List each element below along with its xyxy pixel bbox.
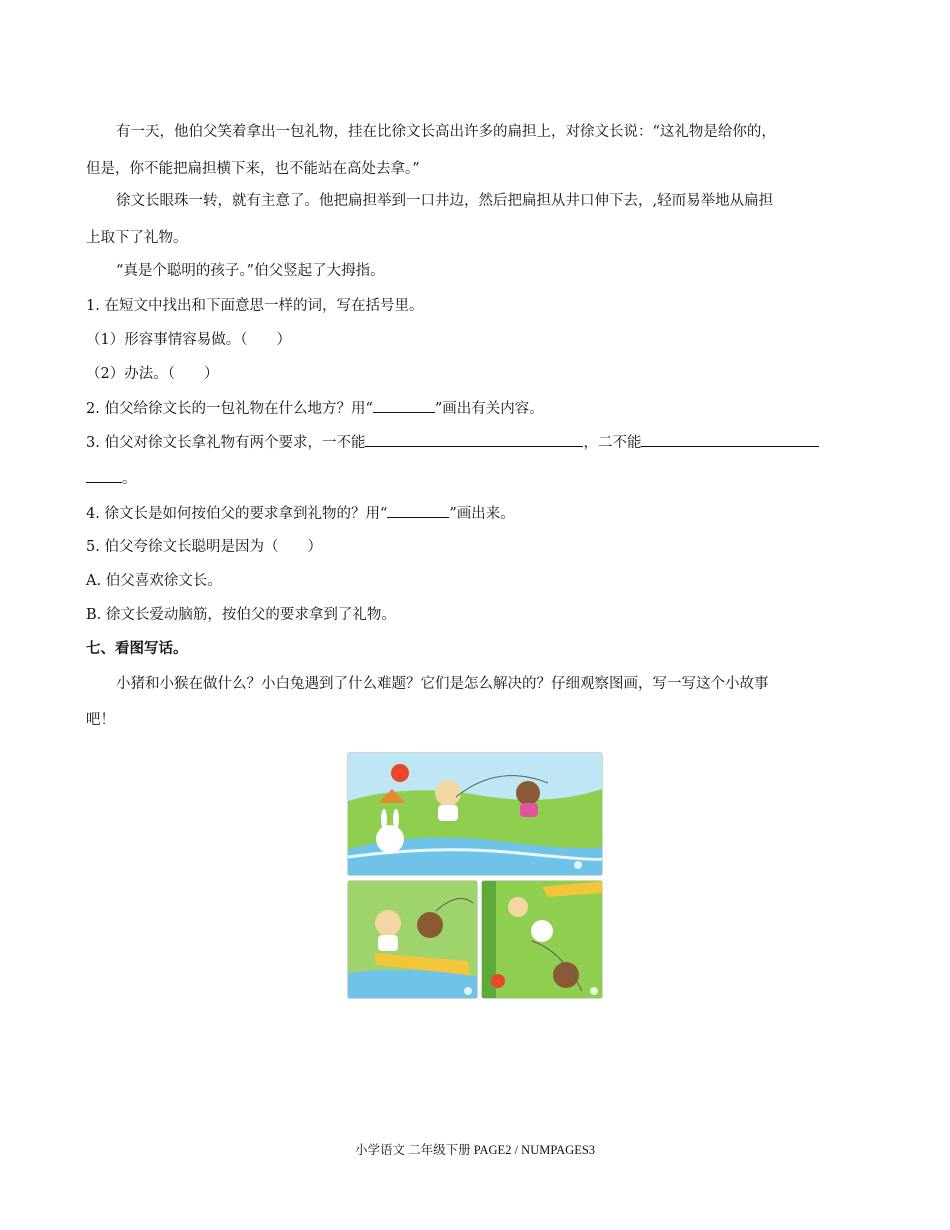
river [348, 970, 477, 998]
rabbit-character [376, 825, 404, 853]
answer-blank-1[interactable] [365, 432, 583, 447]
question-3-text-before: 3. 伯父对徐文长拿礼物有两个要求，一不能 [86, 435, 366, 451]
section-7-prompt-line-2: 吧！ [86, 712, 115, 728]
story-paragraph-3: “真是个聪明的孩子。”伯父竖起了大拇指。 [116, 263, 385, 279]
panel-2-scene [348, 881, 477, 998]
story-paragraph-1-line-1: 有一天，他伯父笑着拿出一包礼物，挂在比徐文长高出许多的扁担上，对徐文长说：“这礼物是给你的， [116, 124, 776, 140]
question-1-item-1: （1）形容事情容易做。（ ） [86, 332, 291, 348]
rabbit-ear [381, 809, 387, 829]
panel-number-badge [574, 861, 582, 869]
story-paragraph-2-line-2: 上取下了礼物。 [86, 230, 188, 246]
sun-icon [391, 764, 409, 782]
question-1-item-2: （2）办法。（ ） [86, 366, 219, 382]
question-1: 1. 在短文中找出和下面意思一样的词，写在括号里。 [86, 298, 424, 314]
story-paragraph-1-line-2: 但是，你不能把扁担横下来，也不能站在高处去拿。” [86, 161, 420, 177]
pig-character [435, 780, 461, 806]
underline-sample [387, 503, 449, 518]
picture-panel-3 [481, 880, 603, 999]
pig-shirt [438, 805, 458, 821]
question-2-text-after: ”画出有关内容。 [434, 401, 544, 417]
rabbit-ear [393, 809, 399, 829]
strawberry-icon [491, 974, 505, 988]
answer-blank-2[interactable] [641, 432, 819, 447]
panel-number-badge [464, 987, 472, 995]
pig-character [375, 910, 401, 936]
pig-shirt [378, 935, 398, 951]
question-4 [86, 503, 515, 524]
monkey-character [417, 912, 443, 938]
picture-panel-2 [347, 880, 478, 999]
panel-number-badge [590, 987, 598, 995]
panel-1-scene [348, 753, 602, 875]
monkey-pants [520, 803, 538, 817]
question-2 [86, 398, 544, 419]
question-4-text-before: 4. 徐文长是如何按伯父的要求拿到礼物的？用“ [86, 506, 388, 522]
question-4-text-after: ”画出来。 [449, 506, 515, 522]
monkey-character [516, 781, 540, 805]
answer-blank-2-continued[interactable] [86, 468, 122, 483]
section-7-prompt-line-1: 小猪和小猴在做什么？小白兔遇到了什么难题？它们是怎么解决的？仔细观察图画，写一写这个小故事 [116, 676, 769, 692]
picture-story-illustration [347, 752, 603, 1000]
question-3-text-end: 。 [122, 471, 137, 487]
picture-panel-1 [347, 752, 603, 876]
question-5-option-a: A. 伯父喜欢徐文长。 [86, 573, 222, 589]
question-3 [86, 432, 819, 453]
question-5-option-b: B. 徐文长爱动脑筋，按伯父的要求拿到了礼物。 [86, 607, 396, 623]
page-footer: 小学语文 二年级下册 PAGE2 / NUMPAGES3 [354, 1143, 596, 1157]
panel-3-scene [482, 881, 602, 998]
section-7-heading: 七、看图写话。 [86, 640, 188, 657]
story-paragraph-2-line-1: 徐文长眼珠一转，就有主意了。他把扁担举到一口井边，然后把扁担从井口伸下去，,轻而易举地从扁担 [116, 193, 774, 209]
question-5: 5. 伯父夸徐文长聪明是因为（ ） [86, 539, 322, 555]
question-3-continuation [86, 468, 137, 489]
question-2-text-before: 2. 伯父给徐文长的一包礼物在什么地方？用“ [86, 401, 373, 417]
rabbit-character [531, 920, 553, 942]
pig-character [508, 897, 528, 917]
underline-sample [373, 398, 435, 413]
question-3-text-mid: ，二不能 [583, 435, 642, 451]
